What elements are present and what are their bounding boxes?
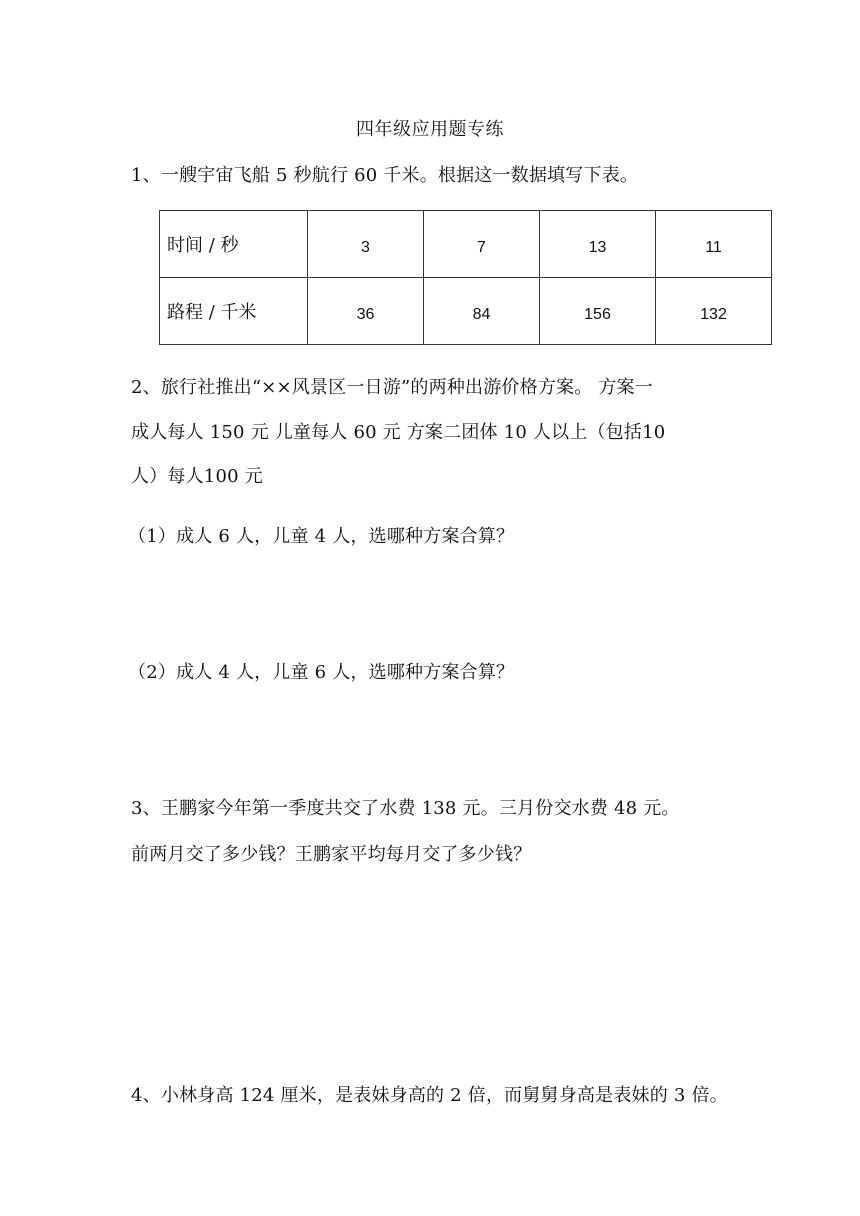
question-2-line-2: 成人每人 150 元 儿童每人 60 元 方案二团体 10 人以上（包括10 (131, 422, 666, 443)
table-cell: 156 (540, 278, 656, 345)
table-cell: 7 (424, 211, 540, 278)
table-cell: 11 (656, 211, 772, 278)
table-row (160, 211, 772, 278)
page-title: 四年级应用题专练 (356, 119, 504, 140)
question-2-sub-1: （1）成人 6 人，儿童 4 人，选哪种方案合算？ (128, 526, 515, 547)
row-header-time: 时间 / 秒 (160, 211, 308, 278)
question-3-line-1: 3、王鹏家今年第一季度共交了水费 138 元。三月份交水费 48 元。 (131, 798, 680, 819)
table-cell: 36 (308, 278, 424, 345)
question-2-line-1: 2、旅行社推出“××风景区一日游”的两种出游价格方案。 方案一 (131, 377, 653, 398)
table-cell: 3 (308, 211, 424, 278)
row-header-distance: 路程 / 千米 (160, 278, 308, 345)
question-2-line-3: 人）每人100 元 (131, 466, 263, 487)
speed-distance-table (159, 210, 772, 345)
table-cell: 132 (656, 278, 772, 345)
question-4-text: 4、小林身高 124 厘米，是表妹身高的 2 倍，而舅舅身高是表妹的 3 倍。 (131, 1085, 728, 1106)
table-cell: 13 (540, 211, 656, 278)
table-cell: 84 (424, 278, 540, 345)
question-3-line-2: 前两月交了多少钱？王鹏家平均每月交了多少钱？ (131, 844, 532, 865)
table-row (160, 278, 772, 345)
question-1-text: 1、一艘宇宙飞船 5 秒航行 60 千米。根据这一数据填写下表。 (131, 165, 639, 186)
question-2-sub-2: （2）成人 4 人，儿童 6 人，选哪种方案合算？ (128, 662, 515, 683)
